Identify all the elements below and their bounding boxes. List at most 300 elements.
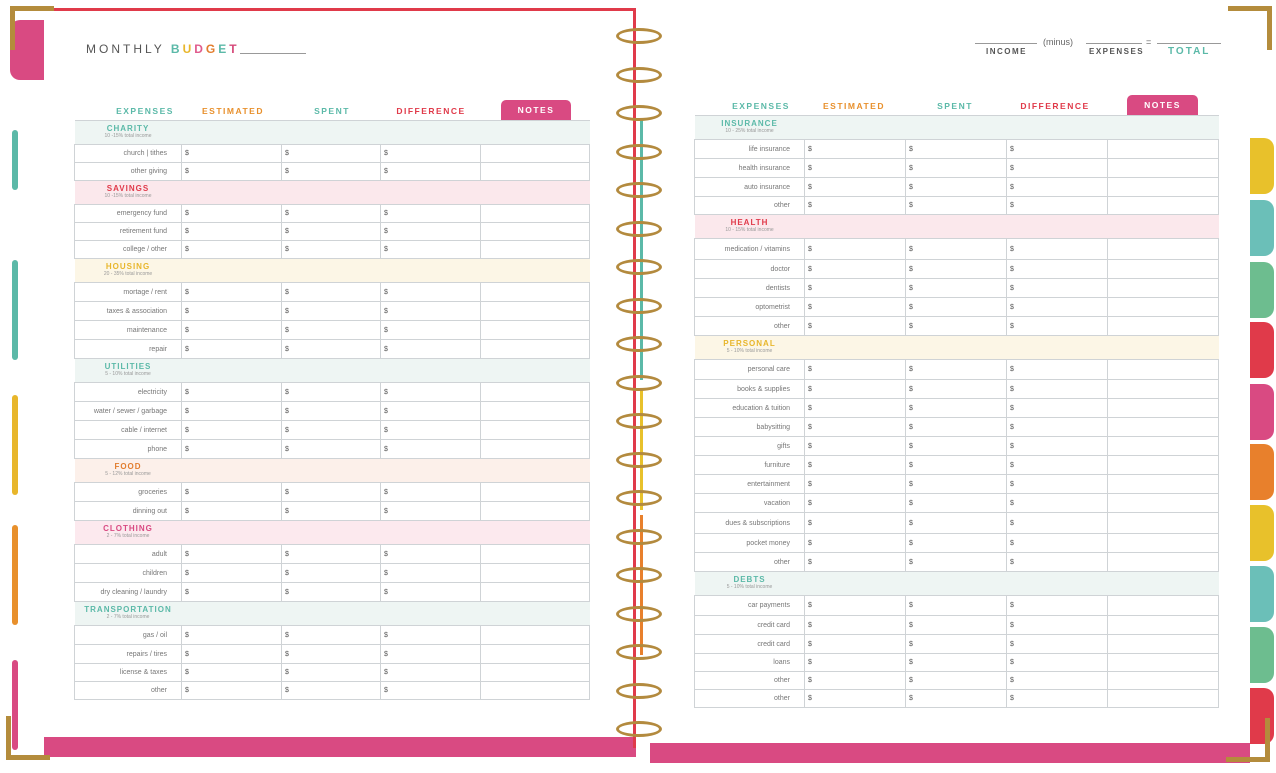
estimated-cell[interactable]: $ — [805, 553, 906, 572]
estimated-cell[interactable]: $ — [182, 321, 282, 340]
header-estimated: ESTIMATED — [202, 106, 264, 116]
estimated-cell[interactable]: $ — [805, 672, 906, 690]
spent-cell[interactable]: $ — [282, 283, 381, 302]
spent-cell[interactable]: $ — [906, 360, 1007, 380]
spent-cell[interactable]: $ — [282, 645, 381, 664]
spent-cell[interactable]: $ — [906, 654, 1007, 672]
spent-cell[interactable]: $ — [282, 145, 381, 163]
estimated-cell[interactable]: $ — [182, 223, 282, 241]
notes-cell[interactable] — [1108, 399, 1219, 418]
notes-cell[interactable] — [481, 682, 590, 700]
estimated-cell[interactable]: $ — [182, 383, 282, 402]
difference-cell[interactable]: $ — [1007, 399, 1108, 418]
notes-cell[interactable] — [481, 483, 590, 502]
title-monthly: MONTHLY — [86, 42, 165, 56]
spent-cell[interactable]: $ — [906, 690, 1007, 708]
section-label — [75, 181, 182, 205]
expense-label: other — [695, 672, 805, 690]
spent-cell[interactable]: $ — [906, 494, 1007, 513]
difference-cell[interactable]: $ — [381, 205, 481, 223]
table-row — [695, 317, 1219, 336]
spent-cell[interactable]: $ — [906, 279, 1007, 298]
notes-cell[interactable] — [481, 321, 590, 340]
notes-cell[interactable] — [1108, 672, 1219, 690]
difference-cell[interactable]: $ — [1007, 298, 1108, 317]
notes-cell[interactable] — [1108, 380, 1219, 399]
estimated-cell[interactable]: $ — [182, 145, 282, 163]
estimated-cell[interactable]: $ — [182, 440, 282, 459]
table-row — [695, 159, 1219, 178]
section-row — [75, 259, 590, 283]
estimated-cell[interactable]: $ — [182, 402, 282, 421]
spent-cell[interactable]: $ — [282, 502, 381, 521]
spent-cell[interactable]: $ — [282, 483, 381, 502]
difference-cell[interactable]: $ — [1007, 534, 1108, 553]
difference-cell[interactable]: $ — [381, 241, 481, 259]
spent-cell[interactable]: $ — [906, 596, 1007, 616]
corner-top-right — [1228, 6, 1272, 50]
difference-cell[interactable]: $ — [1007, 494, 1108, 513]
notes-cell[interactable] — [481, 545, 590, 564]
difference-cell[interactable]: $ — [381, 502, 481, 521]
section-name: HOUSING — [105, 262, 151, 272]
expense-label: gifts — [695, 437, 805, 456]
table-row — [695, 553, 1219, 572]
table-row — [695, 298, 1219, 317]
estimated-cell[interactable]: $ — [182, 283, 282, 302]
spent-cell[interactable]: $ — [282, 241, 381, 259]
corner-bottom-right — [1226, 718, 1270, 762]
notes-cell[interactable] — [1108, 159, 1219, 178]
table-row — [695, 635, 1219, 654]
expense-label: other — [695, 553, 805, 572]
difference-cell[interactable]: $ — [1007, 317, 1108, 336]
notes-cell[interactable] — [481, 421, 590, 440]
estimated-cell[interactable]: $ — [805, 260, 906, 279]
section-row — [695, 336, 1219, 360]
notes-cell[interactable] — [481, 241, 590, 259]
table-row — [695, 418, 1219, 437]
notes-cell[interactable] — [1108, 553, 1219, 572]
table-row — [75, 302, 590, 321]
difference-cell[interactable]: $ — [1007, 635, 1108, 654]
estimated-cell[interactable]: $ — [805, 317, 906, 336]
estimated-cell[interactable]: $ — [805, 475, 906, 494]
section-row — [695, 116, 1219, 140]
spent-cell[interactable]: $ — [282, 383, 381, 402]
table-row — [75, 440, 590, 459]
table-row — [695, 475, 1219, 494]
notes-cell[interactable] — [1108, 178, 1219, 197]
section-label — [695, 572, 805, 596]
notes-cell[interactable] — [481, 223, 590, 241]
notes-cell[interactable] — [1108, 475, 1219, 494]
difference-cell[interactable]: $ — [1007, 690, 1108, 708]
section-label — [75, 459, 182, 483]
section-fill — [182, 602, 590, 626]
difference-cell[interactable]: $ — [381, 383, 481, 402]
estimated-cell[interactable]: $ — [182, 626, 282, 645]
section-subtitle: 10 - 15% total income — [725, 227, 774, 234]
estimated-cell[interactable]: $ — [805, 380, 906, 399]
notes-cell[interactable] — [1108, 197, 1219, 215]
spent-cell[interactable]: $ — [282, 564, 381, 583]
estimated-cell[interactable]: $ — [805, 596, 906, 616]
section-row — [75, 359, 590, 383]
spent-cell[interactable]: $ — [906, 260, 1007, 279]
section-name: PERSONAL — [723, 339, 776, 349]
income-label: INCOME — [986, 47, 1027, 56]
notes-cell[interactable] — [1108, 690, 1219, 708]
difference-cell[interactable]: $ — [1007, 596, 1108, 616]
spent-cell[interactable]: $ — [906, 298, 1007, 317]
spent-cell[interactable]: $ — [282, 223, 381, 241]
difference-cell[interactable]: $ — [1007, 178, 1108, 197]
expense-label: taxes & association — [75, 302, 182, 321]
estimated-cell[interactable]: $ — [805, 298, 906, 317]
expense-label: credit card — [695, 635, 805, 654]
difference-cell[interactable]: $ — [381, 440, 481, 459]
notes-cell[interactable] — [481, 383, 590, 402]
spiral-ring — [616, 567, 662, 583]
right-budget-table — [694, 115, 1219, 708]
expense-label: credit card — [695, 616, 805, 635]
spent-cell[interactable]: $ — [906, 553, 1007, 572]
table-row — [75, 421, 590, 440]
notes-cell[interactable] — [481, 163, 590, 181]
income-line — [975, 43, 1037, 44]
notes-cell[interactable] — [1108, 437, 1219, 456]
expense-label: dry cleaning / laundry — [75, 583, 182, 602]
notes-cell[interactable] — [1108, 494, 1219, 513]
notes-cell[interactable] — [1108, 513, 1219, 534]
spiral-ring — [616, 182, 662, 198]
difference-cell[interactable]: $ — [381, 583, 481, 602]
spiral-ring — [616, 644, 662, 660]
spiral-ring — [616, 721, 662, 737]
difference-cell[interactable]: $ — [1007, 418, 1108, 437]
spent-cell[interactable]: $ — [906, 197, 1007, 215]
spent-cell[interactable]: $ — [282, 626, 381, 645]
estimated-cell[interactable]: $ — [805, 456, 906, 475]
difference-cell[interactable]: $ — [381, 483, 481, 502]
expense-label: gas / oil — [75, 626, 182, 645]
notes-cell[interactable] — [1108, 239, 1219, 260]
expense-label: loans — [695, 654, 805, 672]
notes-cell[interactable] — [481, 564, 590, 583]
notes-cell[interactable] — [481, 502, 590, 521]
notes-cell[interactable] — [1108, 298, 1219, 317]
difference-cell[interactable]: $ — [381, 564, 481, 583]
expense-label: college / other — [75, 241, 182, 259]
spent-cell[interactable]: $ — [282, 682, 381, 700]
expense-label: auto insurance — [695, 178, 805, 197]
spent-cell[interactable]: $ — [906, 399, 1007, 418]
table-row — [695, 654, 1219, 672]
estimated-cell[interactable]: $ — [182, 302, 282, 321]
spent-cell[interactable]: $ — [906, 159, 1007, 178]
header-notes: NOTES — [501, 100, 571, 120]
difference-cell[interactable]: $ — [381, 402, 481, 421]
spiral-ring — [616, 375, 662, 391]
spent-cell[interactable]: $ — [906, 635, 1007, 654]
notes-cell[interactable] — [481, 440, 590, 459]
spent-cell[interactable]: $ — [906, 616, 1007, 635]
notes-cell[interactable] — [1108, 418, 1219, 437]
difference-cell[interactable]: $ — [381, 145, 481, 163]
table-row — [695, 513, 1219, 534]
table-row — [75, 664, 590, 682]
table-row — [75, 545, 590, 564]
section-name: SAVINGS — [106, 184, 150, 194]
spent-cell[interactable]: $ — [906, 380, 1007, 399]
notes-cell[interactable] — [481, 583, 590, 602]
difference-cell[interactable]: $ — [1007, 360, 1108, 380]
header-estimated: ESTIMATED — [823, 101, 885, 111]
estimated-cell[interactable]: $ — [805, 279, 906, 298]
difference-cell[interactable]: $ — [1007, 553, 1108, 572]
spent-cell[interactable]: $ — [906, 239, 1007, 260]
expense-label: repair — [75, 340, 182, 359]
difference-cell[interactable]: $ — [1007, 654, 1108, 672]
estimated-cell[interactable]: $ — [182, 483, 282, 502]
estimated-cell[interactable]: $ — [805, 239, 906, 260]
difference-cell[interactable]: $ — [381, 664, 481, 682]
spent-cell[interactable]: $ — [906, 418, 1007, 437]
notes-cell[interactable] — [1108, 616, 1219, 635]
difference-cell[interactable]: $ — [1007, 437, 1108, 456]
section-fill — [805, 215, 1219, 239]
estimated-cell[interactable]: $ — [805, 635, 906, 654]
section-subtitle: 10 -15% total income — [104, 193, 152, 200]
spent-cell[interactable]: $ — [282, 163, 381, 181]
section-label — [75, 121, 182, 145]
spent-cell[interactable]: $ — [282, 583, 381, 602]
estimated-cell[interactable]: $ — [805, 616, 906, 635]
right-bottom-bar — [650, 743, 1250, 763]
difference-cell[interactable]: $ — [381, 682, 481, 700]
difference-cell[interactable]: $ — [381, 645, 481, 664]
section-name: DEBTS — [733, 575, 766, 585]
estimated-cell[interactable]: $ — [805, 418, 906, 437]
table-row — [75, 241, 590, 259]
estimated-cell[interactable]: $ — [182, 545, 282, 564]
spent-cell[interactable]: $ — [282, 440, 381, 459]
notes-cell[interactable] — [1108, 260, 1219, 279]
section-fill — [182, 121, 590, 145]
spiral-ring — [616, 683, 662, 699]
spent-cell[interactable]: $ — [906, 534, 1007, 553]
difference-cell[interactable]: $ — [381, 340, 481, 359]
title-letter: G — [205, 42, 219, 56]
section-name: FOOD — [114, 462, 142, 472]
header-expenses: EXPENSES — [116, 106, 174, 116]
section-row — [75, 121, 590, 145]
section-fill — [805, 116, 1219, 140]
notes-cell[interactable] — [1108, 140, 1219, 159]
notes-cell[interactable] — [481, 283, 590, 302]
spent-cell[interactable]: $ — [282, 205, 381, 223]
table-row — [695, 456, 1219, 475]
notes-cell[interactable] — [1108, 360, 1219, 380]
notes-cell[interactable] — [481, 626, 590, 645]
notes-cell[interactable] — [1108, 317, 1219, 336]
section-name: CLOTHING — [103, 524, 153, 534]
table-row — [695, 380, 1219, 399]
difference-cell[interactable]: $ — [1007, 239, 1108, 260]
notes-cell[interactable] — [1108, 456, 1219, 475]
section-fill — [182, 521, 590, 545]
difference-cell[interactable]: $ — [381, 283, 481, 302]
expense-label: pocket money — [695, 534, 805, 553]
difference-cell[interactable]: $ — [381, 223, 481, 241]
spent-cell[interactable]: $ — [282, 302, 381, 321]
estimated-cell[interactable]: $ — [182, 583, 282, 602]
difference-cell[interactable]: $ — [1007, 616, 1108, 635]
notes-cell[interactable] — [481, 302, 590, 321]
spent-cell[interactable]: $ — [282, 340, 381, 359]
difference-cell[interactable]: $ — [381, 321, 481, 340]
header-expenses: EXPENSES — [732, 101, 790, 111]
table-row — [75, 583, 590, 602]
section-label — [695, 116, 805, 140]
notes-cell[interactable] — [481, 664, 590, 682]
estimated-cell[interactable]: $ — [805, 494, 906, 513]
estimated-cell[interactable]: $ — [182, 205, 282, 223]
notes-cell[interactable] — [1108, 635, 1219, 654]
difference-cell[interactable]: $ — [1007, 279, 1108, 298]
estimated-cell[interactable]: $ — [805, 399, 906, 418]
title-letter: E — [218, 42, 230, 56]
estimated-cell[interactable]: $ — [805, 140, 906, 159]
header-spent: SPENT — [314, 106, 350, 116]
notes-cell[interactable] — [481, 645, 590, 664]
spent-cell[interactable]: $ — [906, 317, 1007, 336]
estimated-cell[interactable]: $ — [805, 197, 906, 215]
notes-cell[interactable] — [481, 205, 590, 223]
estimated-cell[interactable]: $ — [805, 534, 906, 553]
notes-cell[interactable] — [1108, 596, 1219, 616]
difference-cell[interactable]: $ — [1007, 672, 1108, 690]
estimated-cell[interactable]: $ — [182, 502, 282, 521]
expense-label: dinning out — [75, 502, 182, 521]
spent-cell[interactable]: $ — [282, 545, 381, 564]
spent-cell[interactable]: $ — [282, 321, 381, 340]
table-row — [75, 340, 590, 359]
estimated-cell[interactable]: $ — [182, 682, 282, 700]
section-fill — [805, 572, 1219, 596]
difference-cell[interactable]: $ — [381, 626, 481, 645]
difference-cell[interactable]: $ — [381, 421, 481, 440]
section-row — [75, 521, 590, 545]
table-row — [75, 163, 590, 181]
table-row — [75, 223, 590, 241]
table-row — [695, 690, 1219, 708]
difference-cell[interactable]: $ — [1007, 140, 1108, 159]
expense-label: vacation — [695, 494, 805, 513]
spent-cell[interactable]: $ — [906, 178, 1007, 197]
spent-cell[interactable]: $ — [282, 402, 381, 421]
difference-cell[interactable]: $ — [1007, 260, 1108, 279]
spent-cell[interactable]: $ — [906, 475, 1007, 494]
estimated-cell[interactable]: $ — [182, 163, 282, 181]
estimated-cell[interactable]: $ — [805, 437, 906, 456]
notes-cell[interactable] — [481, 145, 590, 163]
table-row — [75, 321, 590, 340]
difference-cell[interactable]: $ — [1007, 380, 1108, 399]
notes-cell[interactable] — [481, 340, 590, 359]
expense-label: phone — [75, 440, 182, 459]
table-row — [75, 402, 590, 421]
expense-label: doctor — [695, 260, 805, 279]
difference-cell[interactable]: $ — [1007, 197, 1108, 215]
spent-cell[interactable]: $ — [282, 664, 381, 682]
difference-cell[interactable]: $ — [1007, 513, 1108, 534]
estimated-cell[interactable]: $ — [805, 513, 906, 534]
spent-cell[interactable]: $ — [282, 421, 381, 440]
spent-cell[interactable]: $ — [906, 513, 1007, 534]
header-notes: NOTES — [1127, 95, 1198, 115]
estimated-cell[interactable]: $ — [182, 645, 282, 664]
spiral-ring — [616, 259, 662, 275]
page-title — [86, 42, 240, 56]
difference-cell[interactable]: $ — [381, 302, 481, 321]
spent-cell[interactable]: $ — [906, 437, 1007, 456]
difference-cell[interactable]: $ — [1007, 475, 1108, 494]
expense-label: cable / internet — [75, 421, 182, 440]
expense-label: church | tithes — [75, 145, 182, 163]
section-fill — [182, 259, 590, 283]
table-row — [75, 383, 590, 402]
spent-cell[interactable]: $ — [906, 672, 1007, 690]
left-bottom-bar — [44, 737, 636, 757]
estimated-cell[interactable]: $ — [805, 178, 906, 197]
difference-cell[interactable]: $ — [381, 545, 481, 564]
table-row — [75, 283, 590, 302]
estimated-cell[interactable]: $ — [805, 360, 906, 380]
spent-cell[interactable]: $ — [906, 140, 1007, 159]
section-name: TRANSPORTATION — [84, 605, 172, 615]
header-difference: DIFFERENCE — [1020, 101, 1090, 111]
section-subtitle: 10 -15% total income — [104, 133, 152, 140]
notes-cell[interactable] — [481, 402, 590, 421]
expense-label: water / sewer / garbage — [75, 402, 182, 421]
expense-label: groceries — [75, 483, 182, 502]
section-name: CHARITY — [106, 124, 150, 134]
estimated-cell[interactable]: $ — [182, 564, 282, 583]
estimated-cell[interactable]: $ — [182, 241, 282, 259]
notes-cell[interactable] — [1108, 654, 1219, 672]
difference-cell[interactable]: $ — [381, 163, 481, 181]
estimated-cell[interactable]: $ — [805, 690, 906, 708]
difference-cell[interactable]: $ — [1007, 456, 1108, 475]
estimated-cell[interactable]: $ — [805, 159, 906, 178]
notes-cell[interactable] — [1108, 279, 1219, 298]
spent-cell[interactable]: $ — [906, 456, 1007, 475]
table-row — [695, 197, 1219, 215]
section-subtitle: 2 - 7% total income — [106, 533, 150, 540]
spiral-ring — [616, 413, 662, 429]
estimated-cell[interactable]: $ — [182, 421, 282, 440]
estimated-cell[interactable]: $ — [182, 664, 282, 682]
equals-sign: = — [1146, 37, 1152, 47]
difference-cell[interactable]: $ — [1007, 159, 1108, 178]
expense-label: adult — [75, 545, 182, 564]
spiral-ring — [616, 105, 662, 121]
estimated-cell[interactable]: $ — [805, 654, 906, 672]
estimated-cell[interactable]: $ — [182, 340, 282, 359]
notes-cell[interactable] — [1108, 534, 1219, 553]
